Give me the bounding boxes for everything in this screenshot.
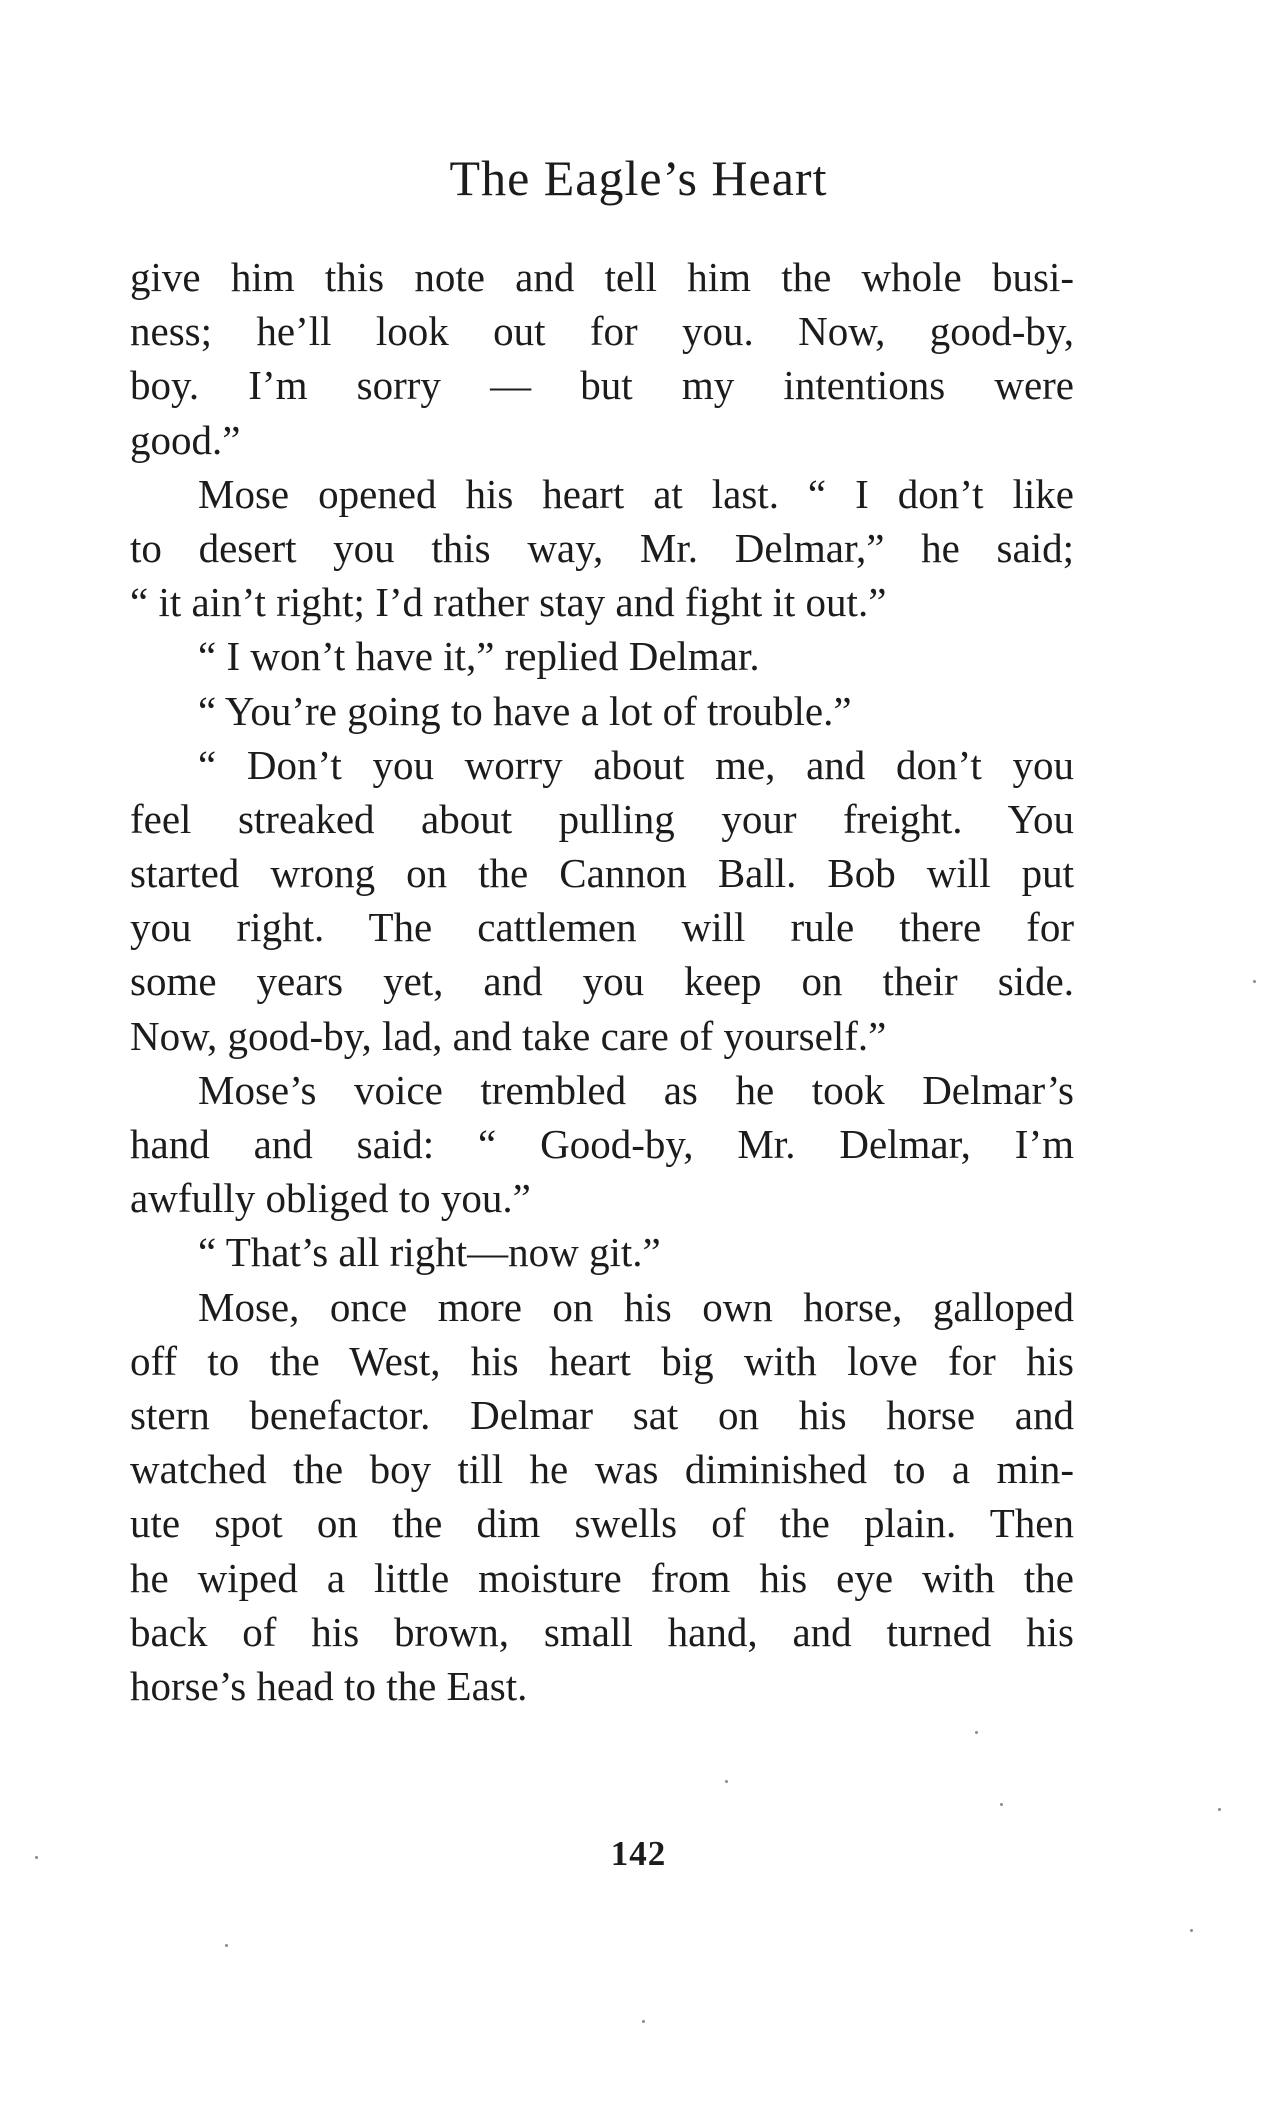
text-line: “ That’s all right—now git.”	[198, 1229, 661, 1276]
text-line: feel streaked about pulling your freight. You	[130, 795, 1074, 842]
text-line: “ I won’t have it,” replied Delmar.	[198, 633, 760, 680]
text-line: you right. The cattlemen will rule there for	[130, 904, 1074, 951]
text-line: stern benefactor. Delmar sat on his horse and	[130, 1391, 1074, 1438]
text-line: started wrong on the Cannon Ball. Bob will put	[130, 850, 1074, 897]
scan-speck	[725, 1780, 728, 1783]
scan-speck	[642, 2020, 645, 2023]
text-line: watched the boy till he was diminished to a min-	[130, 1446, 1074, 1493]
text-line: boy. I’m sorry — but my intentions were	[130, 362, 1074, 409]
text-line: Mose opened his heart at last. “ I don’t like	[198, 470, 1074, 517]
scan-speck	[1218, 1808, 1221, 1811]
text-line: “ it ain’t right; I’d rather stay and fight it out.”	[130, 579, 887, 626]
text-line: Mose’s voice trembled as he took Delmar’s	[198, 1066, 1074, 1113]
text-line: ness; he’ll look out for you. Now, good-by,	[130, 308, 1074, 355]
text-line: good.”	[130, 416, 241, 463]
text-line: Now, good-by, lad, and take care of yourself.”	[130, 1012, 887, 1059]
scan-speck	[35, 1856, 38, 1859]
scan-speck	[1190, 1929, 1193, 1932]
page-number: 142	[610, 1834, 667, 1873]
scan-speck	[1000, 1803, 1003, 1806]
text-line: Mose, once more on his own horse, galloped	[198, 1283, 1074, 1330]
scan-speck	[225, 1944, 228, 1947]
body-text	[130, 250, 1074, 1713]
running-head-title: The Eagle’s Heart	[449, 150, 828, 206]
scan-speck	[975, 1731, 978, 1734]
text-line: back of his brown, small hand, and turned his	[130, 1608, 1074, 1655]
text-line: horse’s head to the East.	[130, 1662, 528, 1709]
text-line: “ You’re going to have a lot of trouble.”	[198, 687, 852, 734]
text-line: hand and said: “ Good-by, Mr. Delmar, I’m	[130, 1121, 1074, 1167]
text-line: to desert you this way, Mr. Delmar,” he said;	[130, 524, 1074, 571]
text-line: some years yet, and you keep on their side.	[130, 958, 1074, 1005]
text-line: ute spot on the dim swells of the plain. Then	[130, 1500, 1074, 1547]
scan-speck	[1253, 980, 1256, 983]
text-line: he wiped a little moisture from his eye with the	[130, 1554, 1074, 1601]
text-line: off to the West, his heart big with love for his	[130, 1337, 1074, 1384]
text-line: give him this note and tell him the whole busi-	[130, 254, 1074, 300]
text-line: “ Don’t you worry about me, and don’t you	[198, 741, 1074, 788]
text-line: awfully obliged to you.”	[130, 1175, 531, 1222]
